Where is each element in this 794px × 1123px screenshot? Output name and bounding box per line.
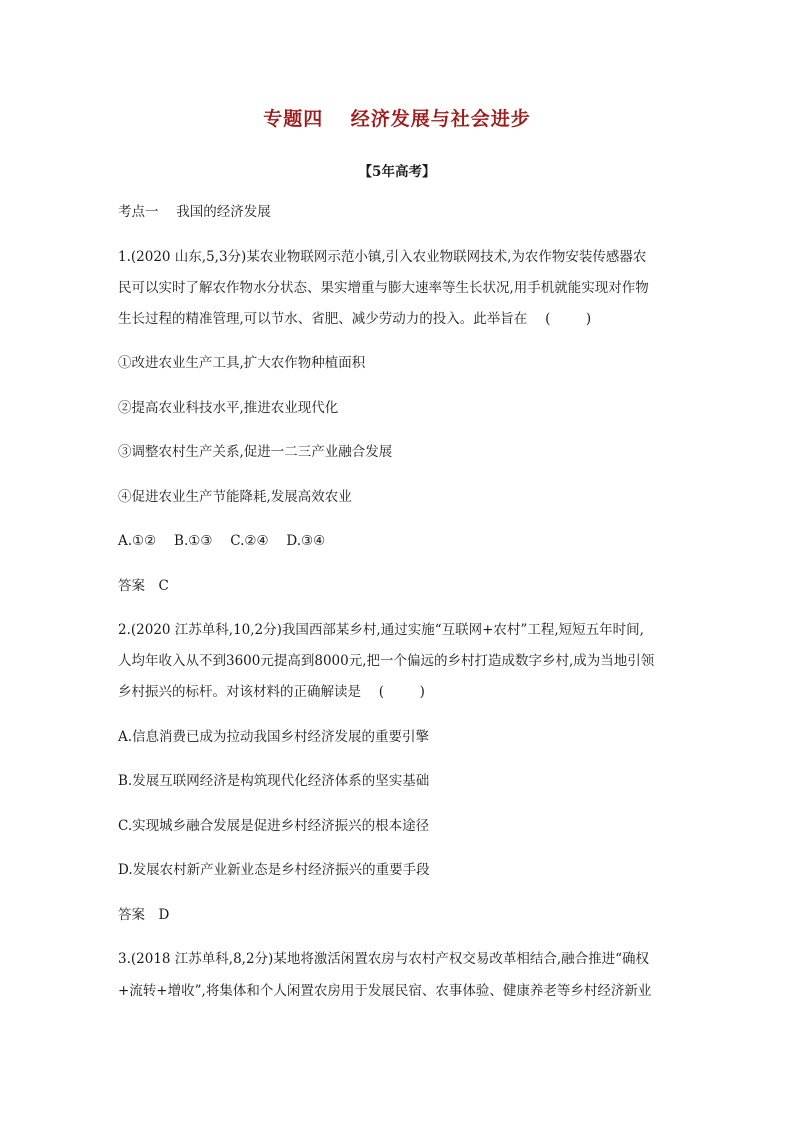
topic-heading: 考点一 我国的经济发展 bbox=[118, 204, 271, 220]
question-2-line-3: 乡村振兴的标杆。对该材料的正确解读是 ( ) bbox=[118, 684, 425, 700]
question-2-line-1: 2.(2020 江苏单科,10,2分)我国西部某乡村,通过实施“互联网+农村”工程,短短五年时间, bbox=[118, 622, 644, 638]
question-2-option-b: B.发展互联网经济是构筑现代化经济体系的坚实基础 bbox=[118, 773, 430, 789]
question-2-option-a: A.信息消费已成为拉动我国乡村经济发展的重要引擎 bbox=[118, 729, 430, 745]
question-1-line-2: 民可以实时了解农作物水分状态、果实增重与膨大速率等生长状况,用手机就能实现对作物 bbox=[118, 280, 649, 296]
question-1-line-1: 1.(2020 山东,5,3分)某农业物联网示范小镇,引入农业物联网技术,为农作物安装传感器农 bbox=[118, 249, 647, 265]
question-2-line-2: 人均年收入从不到3600元提高到8000元,把一个偏远的乡村打造成数字乡村,成为当地引领 bbox=[118, 653, 655, 669]
question-3-line-1: 3.(2018 江苏单科,8,2分)某地将激活闲置农房与农村产权交易改革相结合,融合推进“确权 bbox=[118, 951, 650, 967]
question-1-line-3: 生长过程的精准管理,可以节水、省肥、减少劳动力的投入。此举旨在 ( ) bbox=[118, 311, 592, 327]
question-2-answer: 答案 D bbox=[118, 907, 170, 923]
question-1-answer: 答案 C bbox=[118, 578, 169, 594]
question-1-option-1: ①改进农业生产工具,扩大农作物种植面积 bbox=[118, 355, 366, 371]
question-1-option-4: ④促进农业生产节能降耗,发展高效农业 bbox=[118, 489, 352, 505]
question-3-line-2: +流转+增收”,将集体和个人闲置农房用于发展民宿、农事体验、健康养老等乡村经济新业 bbox=[118, 983, 652, 999]
question-1-option-2: ②提高农业科技水平,推进农业现代化 bbox=[118, 400, 339, 416]
page-title: 专题四 经济发展与社会进步 bbox=[263, 108, 531, 130]
section-subtitle: 【5年高考】 bbox=[358, 164, 436, 180]
question-2-option-c: C.实现城乡融合发展是促进乡村经济振兴的根本途径 bbox=[118, 818, 430, 834]
question-1-option-3: ③调整农村生产关系,促进一二三产业融合发展 bbox=[118, 444, 393, 460]
question-2-option-d: D.发展农村新产业新业态是乡村经济振兴的重要手段 bbox=[118, 862, 430, 878]
question-1-choices: A.①② B.①③ C.②④ D.③④ bbox=[118, 533, 326, 549]
